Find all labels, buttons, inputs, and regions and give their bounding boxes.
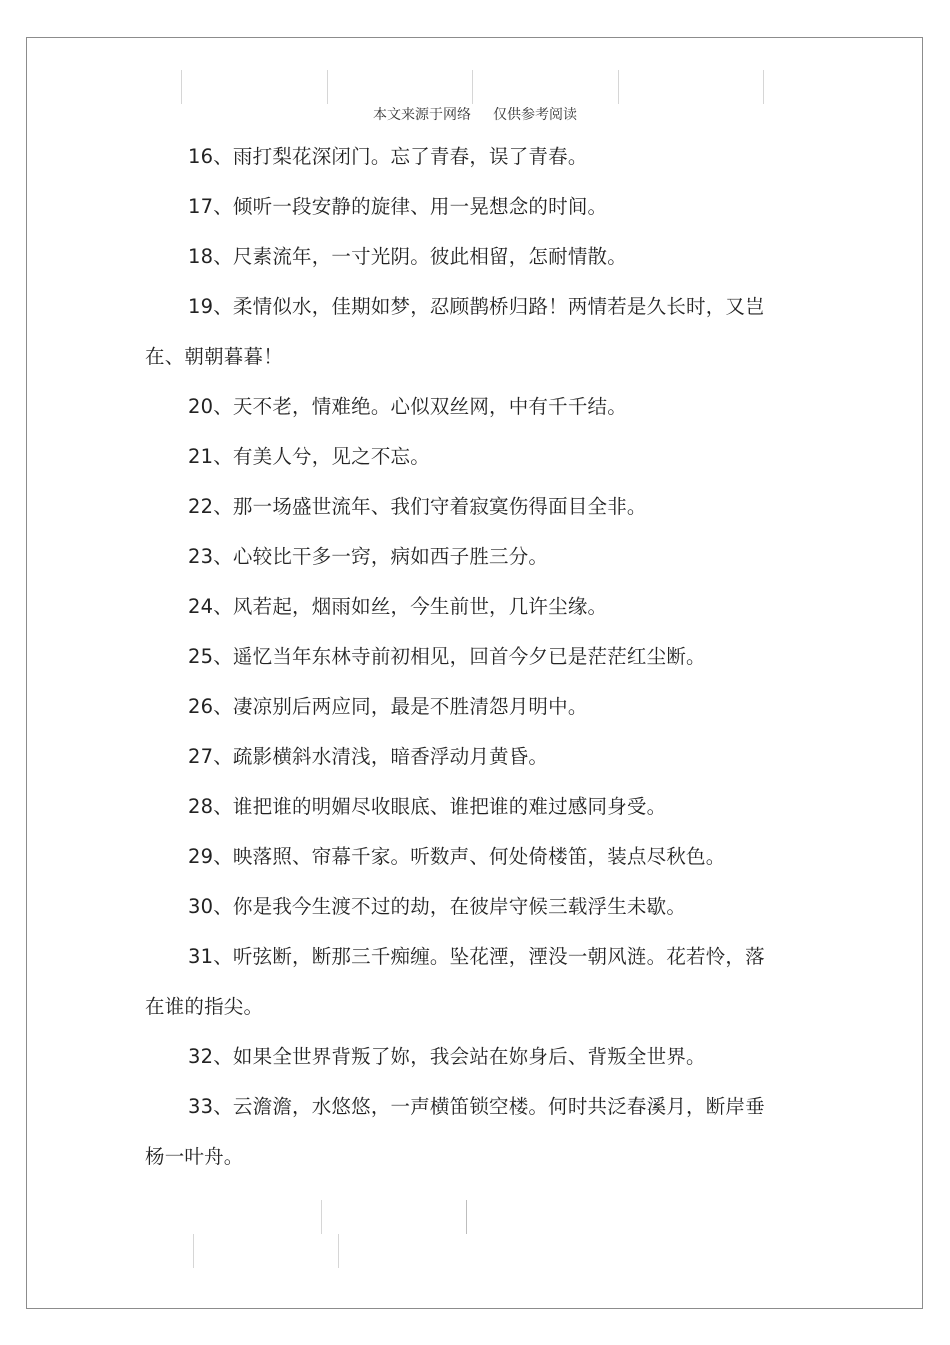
quote-list [145, 132, 777, 1182]
quote-item: 28、谁把谁的明媚尽收眼底、谁把谁的难过感同身受。 [188, 795, 667, 818]
quote-item: 31、听弦断，断那三千痴缠。坠花湮，湮没一朝风涟。花若怜，落在谁的指尖。 [145, 945, 765, 1018]
top-guide-line-5 [763, 70, 764, 104]
source-note-right: 仅供参考阅读 [493, 107, 577, 123]
quote-item: 21、有美人兮，见之不忘。 [188, 445, 430, 468]
quote-item: 22、那一场盛世流年、我们守着寂寞伤得面目全非。 [188, 495, 647, 518]
quote-item: 25、遥忆当年东林寺前初相见，回首今夕已是茫茫红尘断。 [188, 645, 706, 668]
top-guide-line-4 [618, 70, 619, 104]
quote-item: 32、如果全世界背叛了妳，我会站在妳身后、背叛全世界。 [188, 1045, 706, 1068]
source-note-left: 本文来源于网络 [373, 107, 471, 123]
bottom-guide-line-3 [193, 1234, 194, 1268]
quote-item: 17、倾听一段安静的旋律、用一晃想念的时间。 [188, 195, 608, 218]
quote-item: 26、凄凉别后两应同，最是不胜清怨月明中。 [188, 695, 588, 718]
source-note [0, 104, 950, 124]
top-guide-line-3 [472, 70, 473, 104]
top-guide-line-1 [181, 70, 182, 104]
bottom-guide-line-2 [466, 1200, 467, 1234]
quote-item: 30、你是我今生渡不过的劫，在彼岸守候三载浮生未歇。 [188, 895, 687, 918]
quote-item: 23、心较比干多一窍，病如西子胜三分。 [188, 545, 549, 568]
quote-item: 33、云澹澹，水悠悠，一声横笛锁空楼。何时共泛春溪月，断岸垂杨一叶舟。 [145, 1095, 765, 1168]
quote-item: 20、天不老，情难绝。心似双丝网，中有千千结。 [188, 395, 627, 418]
bottom-guide-line-1 [321, 1200, 322, 1234]
quote-item: 19、柔情似水，佳期如梦，忍顾鹊桥归路！两情若是久长时，又岂在、朝朝暮暮！ [145, 295, 765, 368]
quote-item: 27、疏影横斜水清浅，暗香浮动月黄昏。 [188, 745, 549, 768]
quote-item: 29、映落照、帘幕千家。听数声、何处倚楼笛，装点尽秋色。 [188, 845, 726, 868]
bottom-guide-line-4 [338, 1234, 339, 1268]
quote-item: 16、雨打梨花深闭门。忘了青春，误了青春。 [188, 145, 588, 168]
quote-item: 18、尺素流年，一寸光阴。彼此相留，怎耐情散。 [188, 245, 627, 268]
top-guide-line-2 [327, 70, 328, 104]
quote-item: 24、风若起，烟雨如丝，今生前世，几许尘缘。 [188, 595, 608, 618]
